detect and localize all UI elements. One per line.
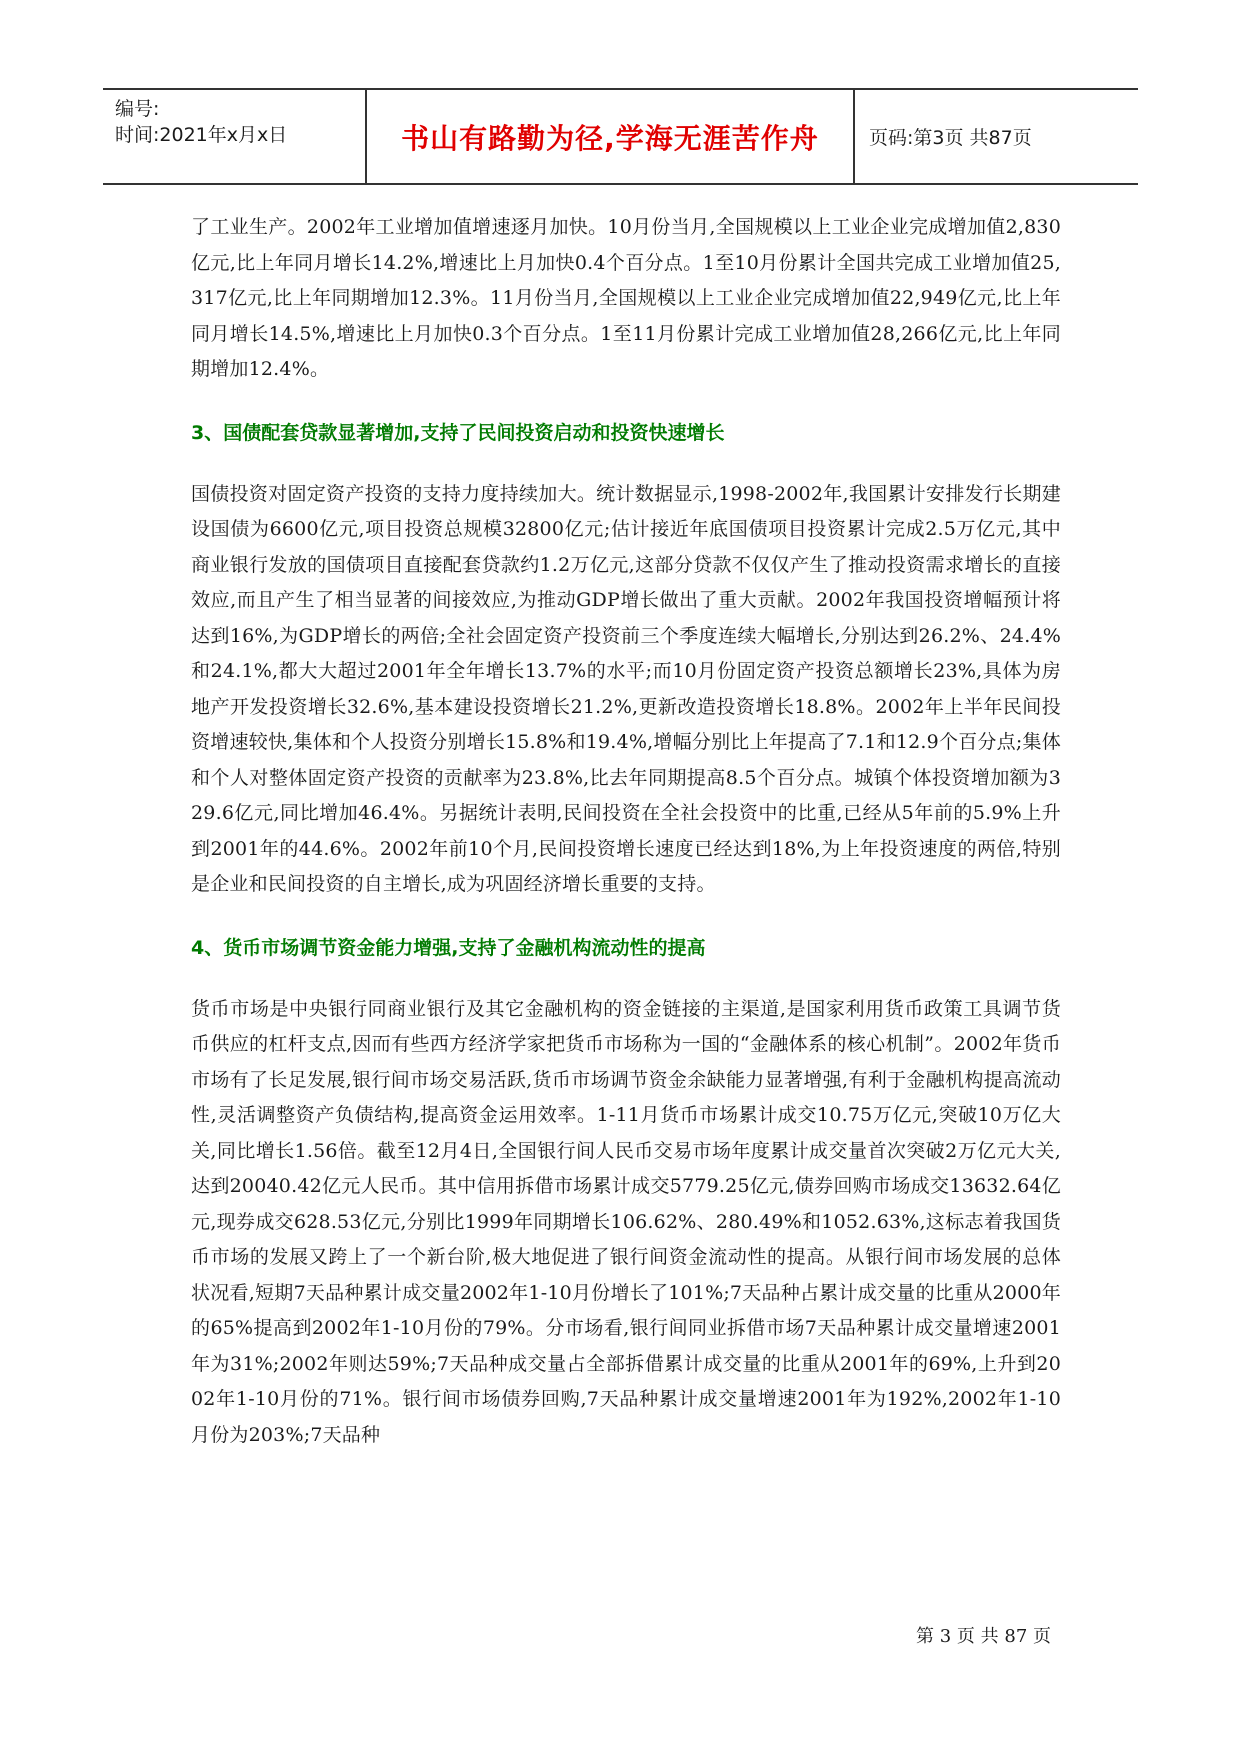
section-heading-4: 4、货币市场调节资金能力增强,支持了金融机构流动性的提高 bbox=[191, 936, 706, 959]
document-body bbox=[191, 210, 1061, 1453]
number-label: 编号: bbox=[115, 98, 160, 120]
header-page-cell bbox=[855, 90, 1138, 183]
section-heading-3: 3、国债配套贷款显著增加,支持了民间投资启动和投资快速增长 bbox=[191, 421, 725, 444]
page-footer: 第 3 页 共 87 页 bbox=[916, 1626, 1051, 1647]
header-motto-cell bbox=[367, 90, 855, 183]
page-label: 页码:第3页 共87页 bbox=[869, 127, 1032, 149]
motto: 书山有路勤为径,学海无涯苦作舟 bbox=[401, 121, 819, 155]
time-label: 时间:2021年x月x日 bbox=[115, 124, 288, 146]
paragraph-industry: 了工业生产。2002年工业增加值增速逐月加快。10月份当月,全国规模以上工业企业完成增加值2,830亿元,比上年同月增长14.2%,增速比上月加快0.4个百分点。1至10月份累计全国共完成工业增加值25,317亿元,比上年同期增加12.3%。11月份当月,全国规模以上工业企业完成增加值22,949亿元,比上年同月增长14.5%,增速比上月加快0.3个百分点。1至11月份累计完成工业增加值28,266亿元,比上年同期增加12.4%。 bbox=[191, 216, 1061, 380]
paragraph-bonds: 国债投资对固定资产投资的支持力度持续加大。统计数据显示,1998-2002年,我国累计安排发行长期建设国债为6600亿元,项目投资总规模32800亿元;估计接近年底国债项目投资累计完成2.5万亿元,其中商业银行发放的国债项目直接配套贷款约1.2万亿元,这部分贷款不仅仅产生了推动投资需求增长的直接效应,而且产生了相当显著的间接效应,为推动GDP增长做出了重大贡献。2002年我国投资增幅预计将达到16%,为GDP增长的两倍;全社会固定资产投资前三个季度连续大幅增长,分别达到26.2%、24.4%和24.1%,都大大超过2001年全年增长13.7%的水平;而10月份固定资产投资总额增长23%,具体为房地产开发投资增长32.6%,基本建设投资增长21.2%,更新改造投资增长18.8%。2002年上半年民间投资增速较快,集体和个人投资分别增长15.8%和19.4%,增幅分别比上年提高了7.1和12.9个百分点;集体和个人对整体固定资产投资的贡献率为23.8%,比去年同期提高8.5个百分点。城镇个体投资增加额为329.6亿元,同比增加46.4%。另据统计表明,民间投资在全社会投资中的比重,已经从5年前的5.9%上升到2001年的44.6%。2002年前10个月,民间投资增长速度已经达到18%,为上年投资速度的两倍,特别是企业和民间投资的自主增长,成为巩固经济增长重要的支持。 bbox=[191, 482, 1061, 895]
page-header bbox=[103, 88, 1138, 185]
paragraph-money-market: 货币市场是中央银行同商业银行及其它金融机构的资金链接的主渠道,是国家利用货币政策工具调节货币供应的杠杆支点,因而有些西方经济学家把货币市场称为一国的“金融体系的核心机制”。2002年货币市场有了长足发展,银行间市场交易活跃,货币市场调节资金余缺能力显著增强,有利于金融机构提高流动性,灵活调整资产负债结构,提高资金运用效率。1-11月货币市场累计成交10.75万亿元,突破10万亿大关,同比增长1.56倍。截至12月4日,全国银行间人民币交易市场年度累计成交量首次突破2万亿元大关,达到20040.42亿元人民币。其中信用拆借市场累计成交5779.25亿元,债券回购市场成交13632.64亿元,现券成交628.53亿元,分别比1999年同期增长106.62%、280.49%和1052.63%,这标志着我国货币市场的发展又跨上了一个新台阶,极大地促进了银行间资金流动性的提高。从银行间市场发展的总体状况看,短期7天品种累计成交量2002年1-10月份增长了101%;7天品种占累计成交量的比重从2000年的65%提高到2002年1-10月份的79%。分市场看,银行间同业拆借市场7天品种累计成交量增速2001年为31%;2002年则达59%;7天品种成交量占全部拆借累计成交量的比重从2001年的69%,上升到2002年1-10月份的71%。银行间市场债券回购,7天品种累计成交量增速2001年为192%,2002年1-10月份为203%;7天品种 bbox=[191, 997, 1061, 1446]
header-meta bbox=[103, 90, 367, 183]
